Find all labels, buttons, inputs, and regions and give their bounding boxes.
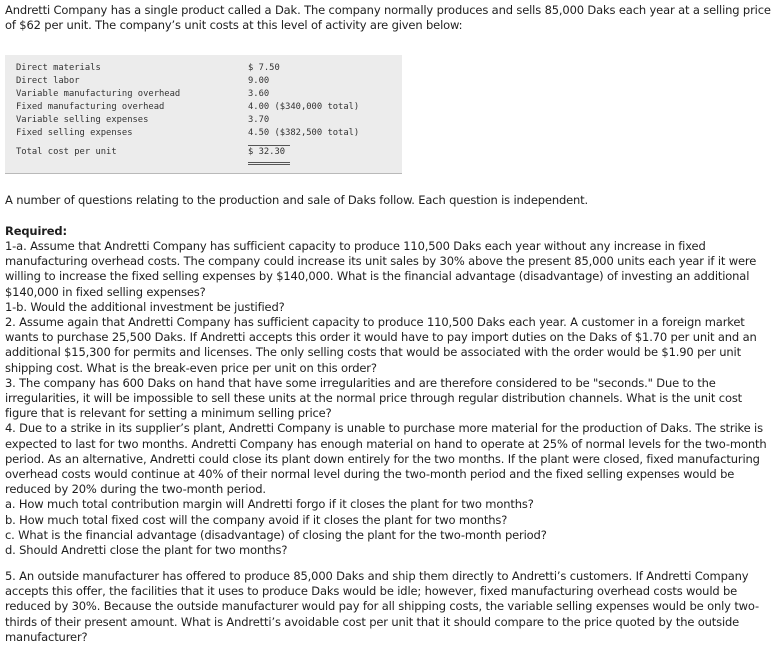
total-value: $ 32.30 bbox=[248, 147, 286, 157]
cost-label: Direct labor bbox=[16, 76, 80, 86]
required-heading: Required: bbox=[5, 224, 67, 238]
question-4d: d. Should Andretti close the plant for two months? bbox=[5, 543, 288, 558]
question-4: 4. Due to a strike in its supplier’s plant, Andretti Company is unable to purchase more material for the production of Daks. The strike is expected to last for two months. Andretti Company has enough material on hand to operate at 25% of normal levels for the two-month period. As an alternative, Andretti could close its plant down entirely for the two months. If the plant were closed, fixed manufacturing overhead costs would continue at 40% of their normal level during the two-month period and the fixed selling expenses would be reduced by 20% during the two-month period. bbox=[5, 421, 767, 497]
question-4c: c. What is the financial advantage (disadvantage) of closing the plant for the two-month period? bbox=[5, 527, 547, 542]
question-1b: 1-b. Would the additional investment be justified? bbox=[5, 299, 285, 314]
cost-value: 4.50 ($382,500 total) bbox=[248, 128, 360, 138]
total-row bbox=[16, 146, 396, 159]
cost-value: 3.70 bbox=[248, 115, 270, 125]
cost-label: Fixed selling expenses bbox=[16, 128, 133, 138]
cost-label: Variable selling expenses bbox=[16, 115, 149, 125]
question-5: 5. An outside manufacturer has offered to produce 85,000 Daks and ship them directly to Andretti’s customers. If Andretti Company accepts this offer, the facilities that it uses to produce Daks would be idle; however, fixed manufacturing overhead costs would be reduced by 30%. Because the outside manufacturer would pay for all shipping costs, the variable selling expenses would be only two-thirds of their present amount. What is Andretti’s avoidable cost per unit that it should compare to the price quoted by the outside manufacturer? bbox=[5, 569, 760, 644]
cost-value: $ 7.50 bbox=[248, 63, 280, 73]
question-1a: 1-a. Assume that Andretti Company has sufficient capacity to produce 110,500 Daks each year without any increase in fixed manufacturing overhead costs. The company could increase its unit sales by 30% above the present 85,000 units each year if it were willing to increase the fixed selling expenses by $140,000. What is the financial advantage (disadvantage) of investing an additional $140,000 in fixed selling expenses? bbox=[5, 239, 757, 299]
total-label: Total cost per unit bbox=[16, 147, 117, 157]
cost-label: Variable manufacturing overhead bbox=[16, 89, 181, 99]
cost-value: 4.00 ($340,000 total) bbox=[248, 102, 360, 112]
cost-row bbox=[16, 62, 396, 75]
cost-row bbox=[16, 75, 396, 88]
total-double-rule bbox=[248, 162, 290, 165]
cost-row bbox=[16, 88, 396, 101]
question-3: 3. The company has 600 Daks on hand that have some irregularities and are therefore considered to be "seconds." Due to the irregularities, it will be impossible to sell these units at the normal price through regular distribution channels. What is the unit cost figure that is relevant for setting a minimum selling price? bbox=[5, 375, 743, 421]
intro-paragraph: Andretti Company has a single product called a Dak. The company normally produces and sells 85,000 Daks each year at a selling price of $62 per unit. The company’s unit costs at this level of activity are given below: bbox=[5, 3, 771, 33]
question-4a: a. How much total contribution margin will Andretti forgo if it closes the plant for two months? bbox=[5, 497, 534, 512]
cost-row bbox=[16, 127, 396, 140]
follow-paragraph: A number of questions relating to the production and sale of Daks follow. Each question is independent. bbox=[5, 193, 589, 207]
cost-label: Direct materials bbox=[16, 63, 101, 73]
cost-value: 3.60 bbox=[248, 89, 270, 99]
unit-cost-table bbox=[5, 55, 402, 174]
cost-value: 9.00 bbox=[248, 76, 270, 86]
question-2: 2. Assume again that Andretti Company has sufficient capacity to produce 110,500 Daks each year. A customer in a foreign market wants to purchase 25,500 Daks. If Andretti accepts this order it would have to pay import duties on the Daks of $1.70 per unit and an additional $15,300 for permits and licenses. The only selling costs that would be associated with the order would be $1.90 per unit shipping cost. What is the break-even price per unit on this order? bbox=[5, 315, 757, 375]
questions-list bbox=[5, 239, 773, 558]
question-4b: b. How much total fixed cost will the company avoid if it closes the plant for two months? bbox=[5, 512, 508, 527]
cost-row bbox=[16, 114, 396, 127]
cost-label: Fixed manufacturing overhead bbox=[16, 102, 165, 112]
cost-row bbox=[16, 101, 396, 114]
